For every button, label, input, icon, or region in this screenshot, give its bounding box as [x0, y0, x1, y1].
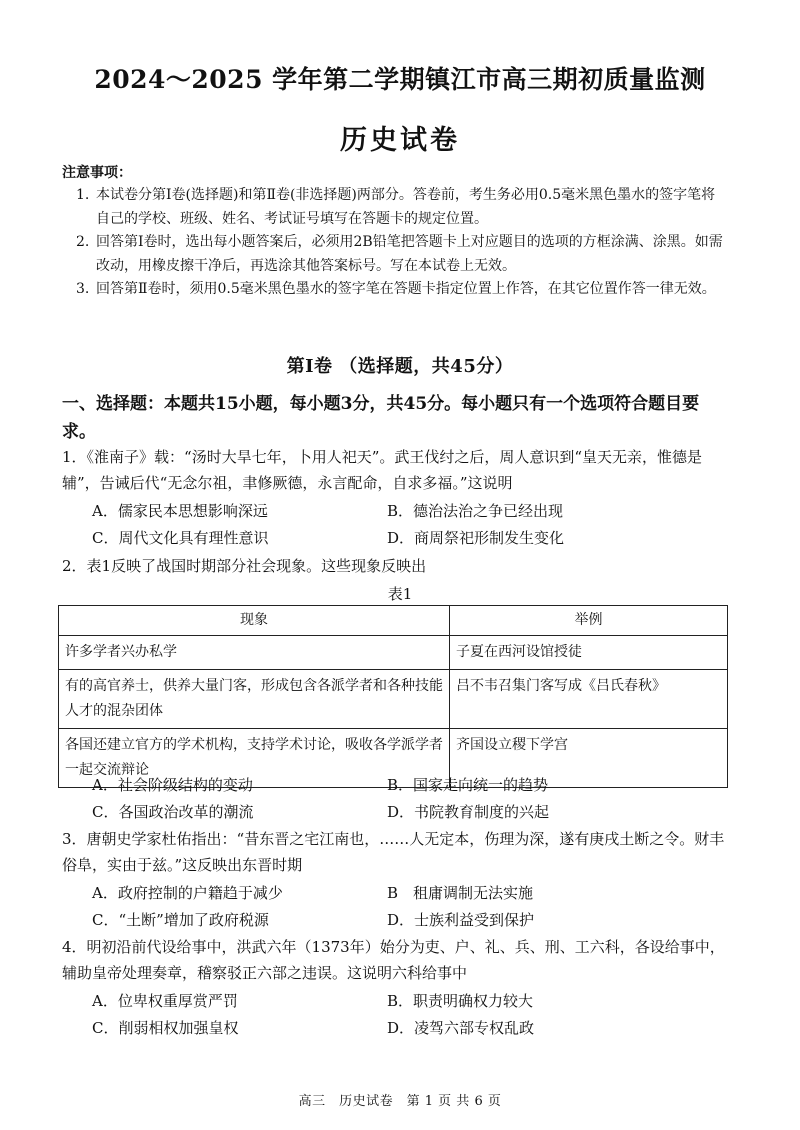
option-d: D．凌驾六部专权乱政: [387, 1019, 535, 1037]
question-4-options: [92, 988, 732, 1042]
option-a: A．位卑权重厚赏严罚: [92, 992, 238, 1010]
table-cell: 齐国设立稷下学宫: [450, 729, 728, 788]
notice-heading: 注意事项：: [62, 165, 132, 181]
table-cell: 有的高官养士，供养大量门客，形成包含各派学者和各种技能人才的混杂团体: [59, 670, 450, 729]
table-cell: 各国还建立官方的学术机构，支持学术讨论，吸收各学派学者一起交流辩论: [59, 729, 450, 788]
exam-title: 2024～2025 学年第二学期镇江市高三期初质量监测: [94, 65, 706, 94]
option-c: C．周代文化具有理性意识: [92, 529, 269, 547]
question-1-options: [92, 498, 732, 552]
notice-item: [76, 231, 724, 278]
table-1: [58, 605, 728, 788]
notice-item: [76, 278, 724, 302]
option-b: B 租庸调制无法实施: [387, 884, 534, 902]
table-row: [59, 670, 728, 729]
question-1-stem: 1．《淮南子》载：“汤时大旱七年，卜用人祀天”。武王伐纣之后，周人意识到“皇天无亲，惟德是辅”，告诫后代“无念尔祖，聿修厥德，永言配命，自求多福。”这说明: [62, 448, 703, 492]
question-2-options: [92, 772, 732, 826]
question-3-options: [92, 880, 732, 934]
option-d: D．书院教育制度的兴起: [387, 803, 550, 821]
option-b: B．国家走向统一的趋势: [387, 776, 549, 794]
question-2-stem: 2．表1反映了战国时期部分社会现象。这些现象反映出: [62, 557, 427, 575]
option-d: D．士族利益受到保护: [387, 911, 535, 929]
table-header-row: [59, 606, 728, 636]
table-row: [59, 636, 728, 670]
table-cell: 许多学者兴办私学: [59, 636, 450, 670]
exam-subject: 历史试卷: [340, 125, 460, 156]
page-footer: 高三 历史试卷 第 1 页 共 6 页: [298, 1094, 502, 1109]
option-a: A．社会阶级结构的变动: [92, 776, 253, 794]
part-heading: 一、选择题：本题共15小题，每小题3分，共45分。每小题只有一个选项符合题目要求。: [62, 394, 700, 442]
option-a: A．政府控制的户籍趋于减少: [92, 884, 283, 902]
option-c: C．各国政治改革的潮流: [92, 803, 254, 821]
notice-number: 3.: [76, 281, 90, 297]
option-b: B．德治法治之争已经出现: [387, 502, 564, 520]
table-cell: 吕不韦召集门客写成《吕氏春秋》: [450, 670, 728, 729]
table-caption: 表1: [387, 585, 413, 603]
notice-list: [76, 184, 724, 302]
table-cell: 子夏在西河设馆授徒: [450, 636, 728, 670]
option-d: D．商周祭祀形制发生变化: [387, 529, 565, 547]
option-c: C．“土断”增加了政府税源: [92, 911, 269, 929]
question-4-stem: 4．明初沿前代设给事中，洪武六年（1373年）始分为吏、户、礼、兵、刑、工六科，各设给事中，辅助皇帝处理奏章，稽察驳正六部之违误。这说明六科给事中: [62, 938, 725, 982]
option-a: A．儒家民本思想影响深远: [92, 502, 268, 520]
section-heading: 第Ⅰ卷 （选择题，共45分）: [286, 356, 514, 377]
notice-text: 回答第Ⅱ卷时，须用0.5毫米黑色墨水的签字笔在答题卡指定位置上作答，在其它位置作答一律无效。: [96, 281, 716, 297]
option-c: C．削弱相权加强皇权: [92, 1019, 239, 1037]
table-header: 现象: [59, 606, 450, 636]
notice-number: 1.: [76, 187, 90, 203]
notice-text: 回答第Ⅰ卷时，选出每小题答案后，必须用2B铅笔把答题卡上对应题目的选项的方框涂满、涂黑。如需改动，用橡皮擦干净后，再选涂其他答案标号。写在本试卷上无效。: [96, 234, 723, 274]
notice-text: 本试卷分第Ⅰ卷(选择题)和第Ⅱ卷(非选择题)两部分。答卷前，考生务必用0.5毫米黑色墨水的签字笔将自己的学校、班级、姓名、考试证号填写在答题卡的规定位置。: [96, 187, 716, 227]
option-b: B．职责明确权力较大: [387, 992, 534, 1010]
question-3-stem: 3．唐朝史学家杜佑指出：“昔东晋之宅江南也，……人无定本，伤理为深，遂有庚戌土断之令。财丰俗阜，实由于兹。”这反映出东晋时期: [62, 830, 725, 874]
table-header: 举例: [450, 606, 728, 636]
notice-item: [76, 184, 724, 231]
notice-number: 2.: [76, 234, 90, 250]
